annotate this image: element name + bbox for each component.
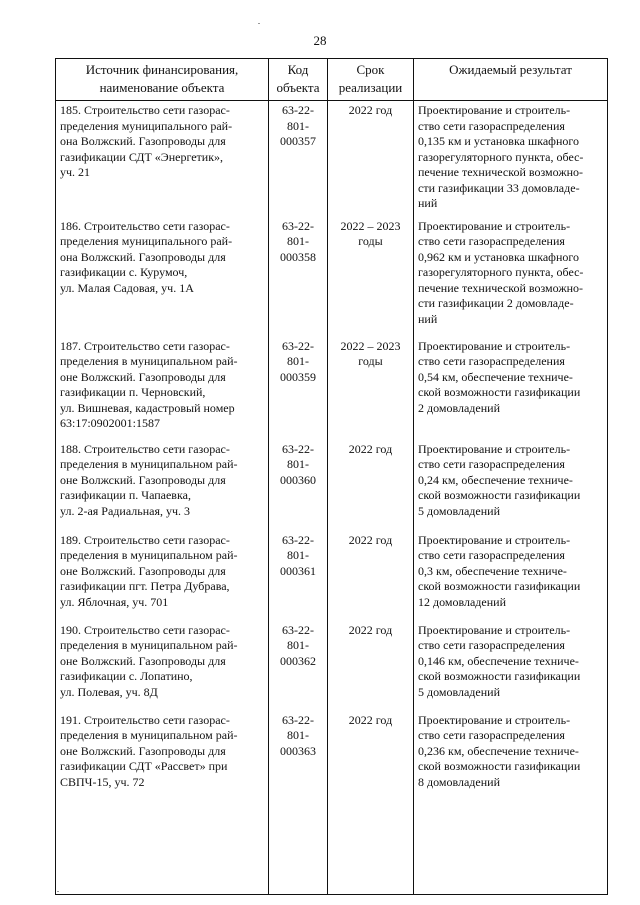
object-name-cell: 185. Строительство сети газорас- пределения муниципального рай- она Волжский. Газопроводы для газификации СДТ «Энергетик», уч. 21 xyxy=(56,101,269,219)
page-number: 28 xyxy=(313,33,327,48)
object-code-cell: 63-22- 801- 000360 xyxy=(269,442,328,533)
table-row xyxy=(56,442,608,533)
object-name-cell: 186. Строительство сети газорас- пределения муниципального рай- она Волжский. Газопроводы для газификации с. Курумоч, ул. Малая Садовая, уч. 1А xyxy=(56,219,269,339)
object-name-cell: 188. Строительство сети газорас- пределения в муниципальном рай- оне Волжский. Газопроводы для газификации п. Чапаевка, ул. 2-ая Радиальная, уч. 3 xyxy=(56,442,269,533)
object-name-cell: 189. Строительство сети газорас- пределения в муниципальном рай- оне Волжский. Газопроводы для газификации пгт. Петра Дубрава, ул. Яблочная, уч. 701 xyxy=(56,533,269,623)
financing-table xyxy=(55,58,608,895)
object-code-cell: 63-22- 801- 000362 xyxy=(269,623,328,713)
result-cell: Проектирование и строитель- ство сети газораспределения 0,3 км, обеспечение техниче- ской возможности газификации 12 домовладений xyxy=(414,533,608,623)
table-row xyxy=(56,339,608,442)
term-cell: 2022 год xyxy=(328,713,414,895)
object-code-cell: 63-22- 801- 000357 xyxy=(269,101,328,219)
table-row xyxy=(56,533,608,623)
object-code-cell: 63-22- 801- 000359 xyxy=(269,339,328,442)
table-row xyxy=(56,219,608,339)
result-cell: Проектирование и строитель- ство сети газораспределения 0,54 км, обеспечение техниче- ской возможности газификации 2 домовладений xyxy=(414,339,608,442)
header-code: Код объекта xyxy=(269,59,328,101)
result-cell: Проектирование и строитель- ство сети газораспределения 0,135 км и установка шкафного газорегуляторного пункта, обес- печение технической возможно- сти газификации 33 домовладе- ний xyxy=(414,101,608,219)
object-code-cell: 63-22- 801- 000363 xyxy=(269,713,328,895)
object-code-cell: 63-22- 801- 000361 xyxy=(269,533,328,623)
result-cell: Проектирование и строитель- ство сети газораспределения 0,146 км, обеспечение техниче- ской возможности газификации 5 домовладений xyxy=(414,623,608,713)
term-cell: 2022 год xyxy=(328,101,414,219)
header-term: Срок реализации xyxy=(328,59,414,101)
term-cell: 2022 год xyxy=(328,442,414,533)
term-cell: 2022 – 2023 годы xyxy=(328,339,414,442)
result-cell: Проектирование и строитель- ство сети газораспределения 0,962 км и установка шкафного газорегуляторного пункта, обес- печение технической возможно- сти газификации 2 домовладе- ний xyxy=(414,219,608,339)
table-row xyxy=(56,101,608,219)
table-header-row xyxy=(56,59,608,101)
table-row xyxy=(56,623,608,713)
header-result: Ожидаемый результат xyxy=(414,59,608,101)
object-name-cell: 187. Строительство сети газорас- пределения в муниципальном рай- оне Волжский. Газопроводы для газификации п. Черновский, ул. Вишневая, кадастровый номер 63:17:0902001:1587 xyxy=(56,339,269,442)
header-source: Источник финансирования, наименование объекта xyxy=(56,59,269,101)
term-cell: 2022 – 2023 годы xyxy=(328,219,414,339)
table-row xyxy=(56,713,608,895)
term-cell: 2022 год xyxy=(328,533,414,623)
scan-speck xyxy=(258,23,260,24)
object-name-cell: 191. Строительство сети газорас- пределения в муниципальном рай- оне Волжский. Газопроводы для газификации СДТ «Рассвет» при СВПЧ-15, уч. 72 xyxy=(56,713,269,895)
object-name-cell: 190. Строительство сети газорас- пределения в муниципальном рай- оне Волжский. Газопроводы для газификации с. Лопатино, ул. Полевая, уч. 8Д xyxy=(56,623,269,713)
result-cell: Проектирование и строитель- ство сети газораспределения 0,24 км, обеспечение техниче- ской возможности газификации 5 домовладений xyxy=(414,442,608,533)
result-cell: Проектирование и строитель- ство сети газораспределения 0,236 км, обеспечение техниче- ской возможности газификации 8 домовладений xyxy=(414,713,608,895)
object-code-cell: 63-22- 801- 000358 xyxy=(269,219,328,339)
term-cell: 2022 год xyxy=(328,623,414,713)
